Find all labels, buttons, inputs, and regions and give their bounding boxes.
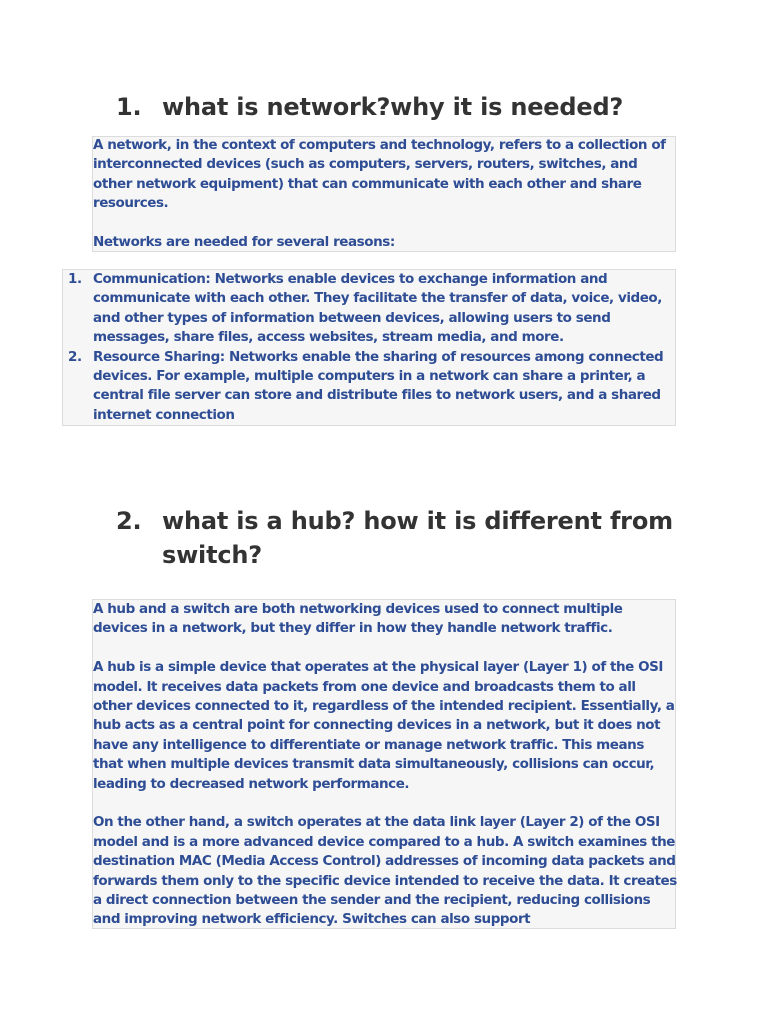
question-2-number: 2. [116, 507, 142, 535]
answer-1-reasons-intro: Networks are needed for several reasons: [93, 234, 395, 251]
list-item [68, 348, 677, 426]
list-marker: 2. [68, 348, 82, 365]
answer-1-intro-text [93, 136, 677, 252]
list-marker: 1. [68, 271, 82, 287]
question-1-number: 1. [116, 93, 142, 121]
question-2-title: what is a hub? how it is different from switch? [162, 507, 673, 569]
question-1-heading [116, 90, 716, 124]
question-2-heading [116, 504, 716, 572]
answer-2-paragraph-overview: A hub and a switch are both networking devices used to connect multiple devices in a network, but they differ in how they handle network traffic. [93, 601, 623, 637]
answer-1-reasons-list [68, 270, 677, 425]
answer-1-definition: A network, in the context of computers and technology, refers to a collection of interconnected devices (such as computers, servers, routers, switches, and other network equipment) that can communicate with each other and share resources. [93, 137, 666, 212]
answer-2-paragraph-switch: On the other hand, a switch operates at the data link layer (Layer 2) of the OSI model and is a more advanced device compared to a hub. A switch examines the destination MAC (Media Access Control) addresses of incoming data packets and forwards them only to the specific device intended to receive the data. It creates a direct connection between the sender and the recipient, reducing collisions and improving network efficiency. Switches can also support [93, 814, 677, 928]
answer-2-text [93, 600, 677, 929]
reason-resource-sharing: Resource Sharing: Networks enable the sharing of resources among connected devices. For example, multiple computers in a network can share a printer, a central file server can store and distribute files to network users, and a shared internet connection [93, 348, 664, 423]
reason-communication: Communication: Networks enable devices to exchange information and communicate with each other. They facilitate the transfer of data, voice, video, and other types of information between devices, allowing users to send messages, share files, access websites, stream media, and more. [93, 271, 662, 346]
answer-2-paragraph-hub: A hub is a simple device that operates at the physical layer (Layer 1) of the OSI model. It receives data packets from one device and broadcasts them to all other devices connected to it, regardless of the intended recipient. Essentially, a hub acts as a central point for connecting devices in a network, but it does not have any intelligence to differentiate or manage network traffic. This means that when multiple devices transmit data simultaneously, collisions can occur, leading to decreased network performance. [93, 659, 675, 792]
question-1-title: what is network?why it is needed? [162, 93, 624, 121]
list-item [68, 270, 677, 348]
